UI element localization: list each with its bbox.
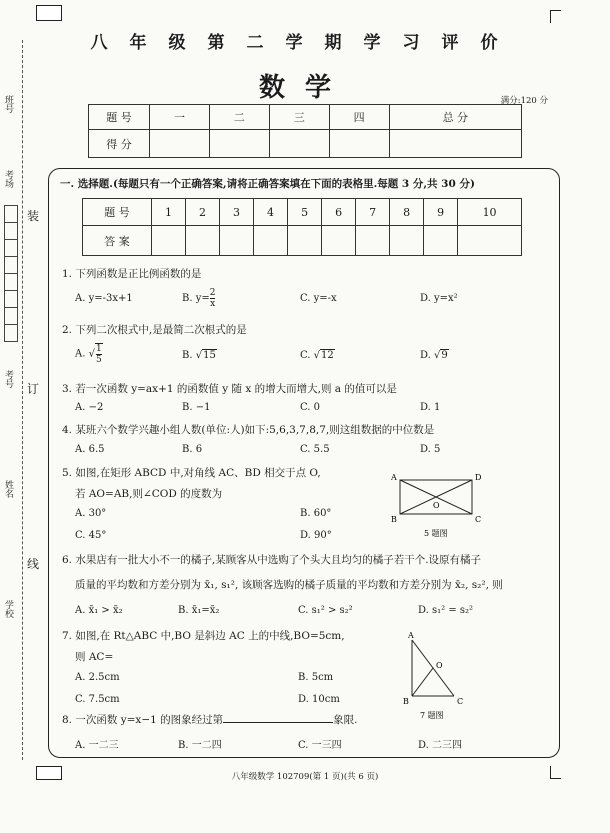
q5-option-a: A. 30° [75,508,107,519]
answer-header-cell: 2 [186,199,220,226]
q8-option-a: A. 一二三 [75,740,119,751]
answer-header-cell: 题 号 [83,199,152,226]
answer-input-cell[interactable] [390,226,424,256]
label-o: O [433,501,440,510]
score-input-cell[interactable] [329,130,389,158]
q7-option-b: B. 5cm [298,672,334,683]
side-label-exam-no: 考号 [3,370,13,388]
figure-7-caption: 7 题图 [420,711,444,720]
q2-option-a: A. √ $\frac{1}{5}$ [75,344,102,365]
binding-char-zhuang: 装 [27,205,39,226]
answer-header-cell: 4 [254,199,288,226]
answer-header-cell: 9 [424,199,458,226]
q6-option-b: B. x̄₁=x̄₂ [178,605,220,616]
q2-option-b: B. √15 [182,350,216,361]
q3-option-c: C. 0 [300,402,321,413]
answer-header-cell: 10 [458,199,522,226]
q5-option-d: D. 90° [300,530,332,541]
binding-dashed-line [22,40,23,760]
q1-option-d: D. y=x² [420,293,458,304]
figure-5-caption: 5 题图 [424,529,448,538]
score-input-cell[interactable] [269,130,329,158]
label-a: A [391,473,397,482]
answer-input-cell[interactable] [356,226,390,256]
full-score: 满分:120 分 [500,96,548,106]
q8-answer-blank[interactable] [223,722,333,723]
question-4-stem: 4. 某班六个数学兴趣小组人数(单位:人)如下:5,6,3,7,8,7,则这组数据的中位数是 [62,424,435,436]
answer-header-cell: 7 [356,199,390,226]
q5-option-c: C. 45° [75,530,107,541]
question-5-stem-line2: 若 AO=AB,则∠COD 的度数为 [75,488,223,500]
q1-option-a: A. y=-3x+1 [75,293,133,304]
answer-input-cell[interactable] [458,226,522,256]
score-input-cell[interactable] [150,130,210,158]
question-7-stem: 7. 如图,在 Rt△ABC 中,BO 是斜边 AC 上的中线,BO=5cm, [62,630,345,642]
median-bo [412,668,433,696]
side-label-class: 班号 [3,95,13,113]
binding-strip [0,40,40,760]
score-label-cell: 得 分 [89,130,150,158]
q3-option-d: D. 1 [420,402,441,413]
question-5-stem: 5. 如图,在矩形 ABCD 中,对角线 AC、BD 相交于点 O, [62,467,321,479]
q3-option-b: B. −1 [182,402,211,413]
answer-input-cell[interactable] [322,226,356,256]
label-c: C [457,697,464,706]
answer-header-cell: 6 [322,199,356,226]
q4-option-c: C. 5.5 [300,444,330,455]
q8-option-b: B. 一二四 [178,740,222,751]
score-input-cell[interactable] [389,130,521,158]
q1-option-c: C. y=-x [300,293,337,304]
answer-input-cell[interactable] [254,226,288,256]
score-header-cell: 三 [269,105,329,130]
question-8-stem: 8. 一次函数 y=x−1 的图象经过第 象限. [62,714,358,726]
q7-option-a: A. 2.5cm [75,672,120,683]
answer-header-cell: 3 [220,199,254,226]
side-label-room: 考场 [3,170,13,188]
answer-label-cell: 答 案 [83,226,152,256]
exam-title: 八年级第二学期学习评价 [90,33,520,53]
binding-char-ding: 订 [27,378,39,399]
score-header-cell: 二 [209,105,269,130]
q5-option-b: B. 60° [300,508,332,519]
corner-mark-top-left [36,5,62,21]
score-header-cell: 总 分 [389,105,521,130]
answer-header-cell: 1 [152,199,186,226]
q4-option-b: B. 6 [182,444,203,455]
q3-option-a: A. −2 [75,402,104,413]
q7-triangle-figure [400,630,470,722]
score-header-cell: 题 号 [89,105,150,130]
label-d: D [475,473,482,482]
binding-char-xian: 线 [27,553,39,574]
label-b: B [403,697,409,706]
answer-input-cell[interactable] [152,226,186,256]
answer-input-cell[interactable] [186,226,220,256]
side-label-name: 姓名 [3,480,13,498]
section-frame [48,168,560,758]
q2-option-c: C. √12 [300,350,334,361]
question-7-stem-line2: 则 AC= [75,651,114,663]
score-input-cell[interactable] [209,130,269,158]
page-footer: 八年级数学 102709(第 1 页)(共 6 页) [231,772,379,782]
question-6-stem-line2: 质量的平均数和方差分别为 x̄₁, s₁², 该顾客选购的橘子质量的平均数和方差分别为 x̄₂, s₂², 则 [75,579,503,591]
corner-mark-top-right [550,10,561,23]
answer-header-cell: 8 [390,199,424,226]
q8-option-d: D. 二三四 [418,740,463,751]
q1-option-b: B. y= $\frac{2}{x}$ [182,288,216,309]
q6-option-d: D. s₁² = s₂² [418,605,474,616]
subject-title: 数学 [258,73,351,103]
q6-option-c: C. s₁² > s₂² [298,605,353,616]
score-table [88,104,522,158]
question-6-stem: 6. 水果店有一批大小不一的橘子,某顾客从中选购了个头大且均匀的橘子若干个.设原有橘子 [62,554,482,566]
q7-option-d: D. 10cm [298,694,340,705]
section1-heading: 一. 选择题.(每题只有一个正确答案,请将正确答案填在下面的表格里.每题 3 分,共 30 分) [60,178,475,190]
label-c: C [475,515,482,524]
q8-option-c: C. 一三四 [298,740,342,751]
q6-option-a: A. x̄₁ > x̄₂ [75,605,123,616]
answer-input-cell[interactable] [220,226,254,256]
question-1-stem: 1. 下列函数是正比例函数的是 [62,268,202,280]
exam-number-boxes [4,205,18,342]
label-b: B [391,515,397,524]
score-header-cell: 四 [329,105,389,130]
q4-option-a: A. 6.5 [75,444,105,455]
question-2-stem: 2. 下列二次根式中,是最简二次根式的是 [62,324,247,336]
answer-header-cell: 5 [288,199,322,226]
side-label-school: 学校 [3,600,13,618]
label-a: A [408,631,414,640]
score-header-cell: 一 [150,105,210,130]
q5-rectangle-figure [388,470,488,542]
q2-option-d: D. √9 [420,350,448,361]
question-3-stem: 3. 若一次函数 y=ax+1 的函数值 y 随 x 的增大而增大,则 a 的值可以是 [62,383,397,395]
label-o: O [436,661,443,670]
answer-input-cell[interactable] [288,226,322,256]
q7-option-c: C. 7.5cm [75,694,120,705]
answer-table [82,198,522,256]
q4-option-d: D. 5 [420,444,441,455]
answer-input-cell[interactable] [424,226,458,256]
